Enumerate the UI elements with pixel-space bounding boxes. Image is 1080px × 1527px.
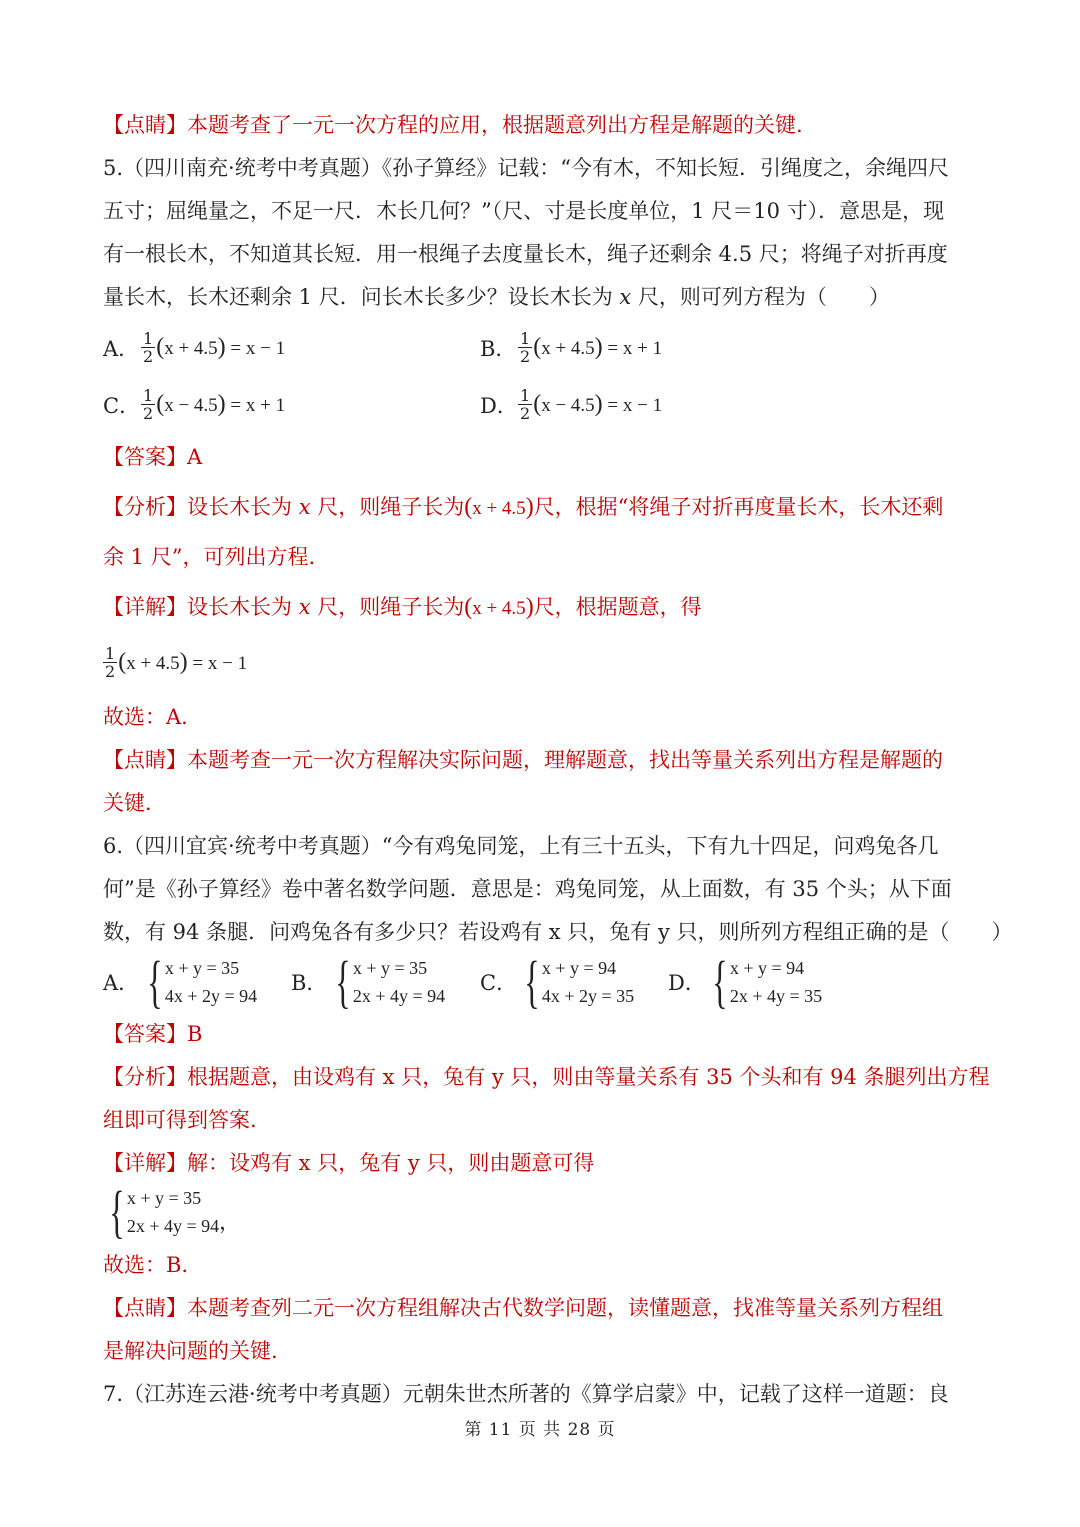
numerator: 1	[143, 386, 154, 405]
option-expression: (x − 4.5) = x + 1	[156, 391, 286, 417]
q5-option-c[interactable]	[103, 387, 285, 422]
equation-2: 2x + 4y = 94	[126, 1216, 220, 1236]
denominator: 2	[143, 347, 154, 366]
equation-1: x + y = 35	[126, 1188, 202, 1208]
option-expression: (x + 4.5) = x − 1	[156, 334, 286, 360]
denominator: 2	[143, 404, 154, 423]
analysis-text-c: 尺，根据“将绳子对折再度量长木，长木还剩	[533, 495, 944, 519]
option-expression: (x − 4.5) = x − 1	[533, 391, 663, 417]
equation-1: x + y = 94	[729, 958, 805, 978]
tip-tag: 【点睛】	[103, 113, 187, 137]
fraction	[141, 330, 155, 365]
rhs: = x + 1	[607, 338, 663, 359]
option-label: D．	[668, 971, 706, 995]
q6-option-c[interactable]	[480, 949, 635, 1014]
q6-detail	[103, 1148, 978, 1178]
option-label: D．	[480, 393, 518, 418]
q5-equation	[103, 645, 247, 680]
equation-1: x + y = 35	[352, 958, 428, 978]
q6-analysis-line-1	[103, 1062, 990, 1092]
q6-line-3: 数，有 94 条腿．问鸡兔各有多少只？若设鸡有 x 只，兔有 y 只，则所列方程组正确的是（ ）	[103, 920, 1013, 944]
analysis-text-b: 尺，则绳子长为	[317, 495, 465, 519]
comma: ，	[219, 1210, 241, 1234]
q5-line-4-b: 尺，则可列方程为（ ）	[637, 285, 890, 309]
page-footer: 第 11 页 共 28 页	[464, 1420, 616, 1440]
q6-line-1: 6.（四川宜宾·统考中考真题）“今有鸡兔同笼，上有三十五头，下有九十四足，问鸡兔各几	[103, 834, 939, 858]
q5-option-a[interactable]	[103, 330, 285, 365]
equation-2: 2x + 4y = 35	[729, 986, 823, 1006]
numerator: 1	[105, 644, 116, 663]
analysis-text-a: 设长木长为	[187, 495, 292, 519]
rhs: = x − 1	[230, 338, 286, 359]
denominator: 2	[520, 404, 531, 423]
option-label: C．	[480, 971, 518, 995]
fraction	[518, 330, 532, 365]
q6-option-b[interactable]	[291, 949, 446, 1014]
detail-tag: 【详解】	[103, 595, 187, 619]
numerator: 1	[520, 329, 531, 348]
q6-equation-system	[103, 1179, 241, 1244]
q6-analysis-line-2: 组即可得到答案.	[103, 1108, 257, 1132]
detail-text-a: 设长木长为	[187, 595, 292, 619]
analysis-var: x	[298, 495, 311, 519]
tip-text: 本题考查一元一次方程解决实际问题，理解题意，找出等量关系列出方程是解题的	[187, 748, 943, 772]
q6-option-a[interactable]	[103, 949, 258, 1014]
q5-line-3: 有一根长木，不知道其长短．用一根绳子去度量长木，绳子还剩余 4.5 尺；将绳子对折再度	[103, 242, 948, 266]
fraction	[141, 387, 155, 422]
detail-tag: 【详解】	[103, 1151, 187, 1175]
option-label: A．	[103, 971, 140, 995]
equation-expression: (x + 4.5) = x − 1	[118, 649, 248, 675]
q5-line-1: 5.（四川南充·统考中考真题）《孙子算经》记载：“今有木，不知长短．引绳度之，余绳四尺	[103, 156, 949, 180]
denominator: 2	[105, 662, 116, 681]
equation-2: 4x + 2y = 94	[164, 986, 258, 1006]
tip-tag: 【点睛】	[103, 1296, 187, 1320]
q5-detail: 【详解】设长木长为 x 尺，则绳子长为(x + 4.5)尺，根据题意，得	[103, 594, 702, 620]
tip-text: 本题考查了一元一次方程的应用，根据题意列出方程是解题的关键.	[187, 113, 803, 137]
fraction	[103, 645, 117, 680]
inner: x + 4.5	[164, 338, 218, 359]
equation-system: { x + y = 35 4x + 2y = 94	[147, 949, 258, 1014]
q5-line-2: 五寸；屈绳量之，不足一尺．木长几何？”（尺、寸是长度单位，1 尺＝10 寸）．意思是，现	[103, 199, 945, 223]
numerator: 1	[143, 329, 154, 348]
numerator: 1	[520, 386, 531, 405]
equation-system: { x + y = 35 2x + 4y = 94	[335, 949, 446, 1014]
q5-answer	[103, 442, 978, 472]
q5-line-4-var: x	[619, 285, 632, 309]
q6-tip-line-2: 是解决问题的关键.	[103, 1339, 278, 1363]
option-label: B．	[480, 336, 517, 361]
inner: x + 4.5	[126, 653, 180, 674]
q6-option-d[interactable]	[668, 949, 823, 1014]
detail-text: 解：设鸡有 x 只，兔有 y 只，则由题意可得	[187, 1151, 595, 1175]
detail-text-c: 尺，根据题意，得	[533, 595, 702, 619]
answer-tag: 【答案】	[103, 445, 187, 469]
q5-option-b[interactable]	[480, 330, 662, 365]
answer-value: A	[187, 445, 203, 469]
rhs: = x − 1	[192, 653, 248, 674]
detail-var: x	[298, 595, 311, 619]
q5-tip-line-1	[103, 745, 978, 775]
option-label: A．	[103, 336, 140, 361]
q5-line-4-a: 量长木，长木还剩余 1 尺．问长木长多少？设长木长为	[103, 285, 613, 309]
q5-line-4	[103, 282, 978, 312]
tip-tag: 【点睛】	[103, 748, 187, 772]
q5-choose: 故选：A.	[103, 705, 188, 729]
analysis-tag: 【分析】	[103, 495, 187, 519]
equation-2: 2x + 4y = 94	[352, 986, 446, 1006]
equation-system: { x + y = 94 2x + 4y = 35	[712, 949, 823, 1014]
answer-value: B	[187, 1022, 203, 1046]
answer-tag: 【答案】	[103, 1022, 187, 1046]
fraction	[518, 387, 532, 422]
detail-text-b: 尺，则绳子长为	[317, 595, 465, 619]
q5-option-d[interactable]	[480, 387, 662, 422]
denominator: 2	[520, 347, 531, 366]
q6-choose: 故选：B.	[103, 1253, 189, 1277]
inner: x + 4.5	[541, 338, 595, 359]
rhs: = x + 1	[230, 395, 286, 416]
option-expression: (x + 4.5) = x + 1	[533, 334, 663, 360]
analysis-expr: x + 4.5	[472, 498, 526, 519]
q6-tip-line-1	[103, 1293, 978, 1323]
rhs: = x − 1	[607, 395, 663, 416]
equation-system: { x + y = 35 2x + 4y = 94	[109, 1179, 220, 1244]
q5-analysis-line-2: 余 1 尺”，可列出方程.	[103, 545, 316, 569]
q5-tip-line-2: 关键.	[103, 791, 152, 815]
q6-answer	[103, 1019, 978, 1049]
q6-line-2: 何”是《孙子算经》卷中著名数学问题．意思是：鸡兔同笼，从上面数，有 35 个头；从下面	[103, 877, 952, 901]
prev-tip	[103, 110, 978, 140]
equation-1: x + y = 94	[541, 958, 617, 978]
analysis-text: 根据题意，由设鸡有 x 只，兔有 y 只，则由等量关系有 35 个头和有 94 条腿列出方程	[187, 1065, 990, 1089]
option-label: C．	[103, 393, 141, 418]
detail-expr: x + 4.5	[472, 598, 526, 619]
equation-2: 4x + 2y = 35	[541, 986, 635, 1006]
inner: x − 4.5	[541, 395, 595, 416]
q7-line-1: 7.（江苏连云港·统考中考真题）元朝朱世杰所著的《算学启蒙》中，记载了这样一道题：良	[103, 1382, 949, 1406]
tip-text: 本题考查列二元一次方程组解决古代数学问题，读懂题意，找准等量关系列方程组	[187, 1296, 943, 1320]
equation-system: { x + y = 94 4x + 2y = 35	[524, 949, 635, 1014]
q5-analysis-line-1: 【分析】设长木长为 x 尺，则绳子长为(x + 4.5)尺，根据“将绳子对折再度量长木，长木还剩	[103, 494, 944, 520]
equation-1: x + y = 35	[164, 958, 240, 978]
analysis-tag: 【分析】	[103, 1065, 187, 1089]
inner: x − 4.5	[164, 395, 218, 416]
option-label: B．	[291, 971, 328, 995]
